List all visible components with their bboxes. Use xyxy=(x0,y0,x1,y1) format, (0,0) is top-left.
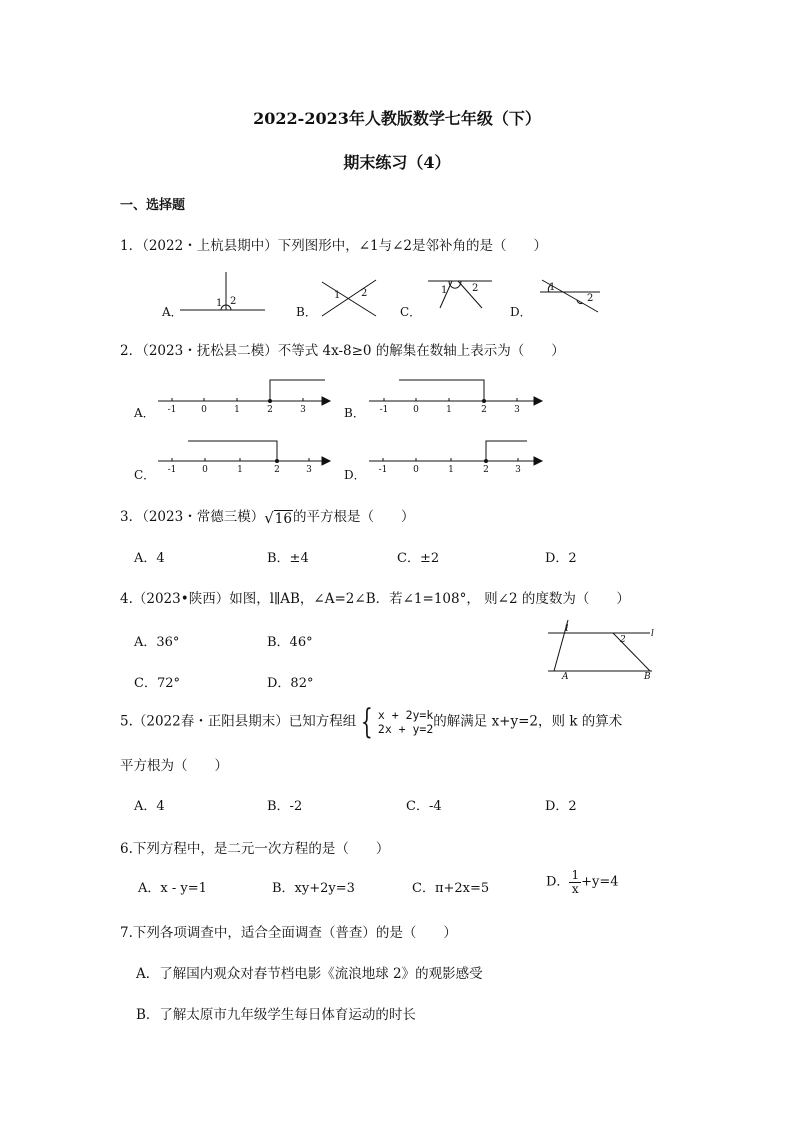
q3-stem-before: 3．（2023・常德三模） xyxy=(120,509,265,525)
q5-option-d: D．2 xyxy=(545,799,577,814)
q1-label-c: C． xyxy=(400,305,422,319)
q2d-tick-neg1: -1 xyxy=(378,465,388,475)
q1c-angle1-label: 1 xyxy=(441,285,448,296)
q4-stem: 4.（2023•陕西）如图，l∥AB，∠A=2∠B．若∠1=108°， 则∠2 的度数为（ ） xyxy=(120,591,630,607)
q5-option-a: A．4 xyxy=(134,799,165,814)
q5-stem xyxy=(120,702,623,742)
sqrt-sign-icon: √ xyxy=(264,508,274,527)
q4-option-b: B．46° xyxy=(267,635,313,650)
q6-frac-numerator: 1 xyxy=(571,868,580,882)
q2d-tick-2: 2 xyxy=(483,465,489,475)
q3-stem-after: 的平方根是（ ） xyxy=(292,509,415,525)
q1a-angle1-label: 1 xyxy=(216,298,223,309)
q5-stem-before: 5.（2022春・正阳县期末）已知方程组 xyxy=(120,713,357,730)
q5-stem-after: 的解满足 x+y=2，则 k 的算术 xyxy=(433,713,623,730)
q2-number-lines xyxy=(0,0,794,490)
q2-label-c: C． xyxy=(134,468,156,482)
q6-option-d-rest: +y=4 xyxy=(581,874,619,890)
q2d-tick-1: 1 xyxy=(448,465,454,475)
q1c-angle2-label: 2 xyxy=(472,283,479,294)
q2-label-d: D． xyxy=(344,468,366,482)
q5-option-c: C．-4 xyxy=(406,799,442,814)
q2-label-b: B． xyxy=(344,406,365,420)
q2a-tick-3: 3 xyxy=(300,405,306,415)
q5-option-b: B．-2 xyxy=(267,799,303,814)
q4-option-c: C．72° xyxy=(134,676,180,691)
q5-eq1: x + 2y=k xyxy=(377,708,434,722)
q6-option-c: C．π+2x=5 xyxy=(412,881,490,896)
q2-label-a: A． xyxy=(134,406,155,420)
q6-option-a: A．x - y=1 xyxy=(138,881,207,896)
q2b-tick-1: 1 xyxy=(446,405,452,415)
q4-option-a: A．36° xyxy=(134,635,180,650)
q2b-tick-0: 0 xyxy=(413,405,419,415)
q1-stem: 1．（2022・上杭县期中）下列图形中，∠1与∠2是邻补角的是（ ） xyxy=(120,238,547,254)
q6-frac-denominator: x xyxy=(571,881,579,896)
doc-title-line2: 期末练习（4） xyxy=(343,153,451,172)
q4-point-b-label: B xyxy=(644,672,651,682)
q1-label-d: D． xyxy=(510,305,532,319)
q6-option-d-label: D． xyxy=(546,874,570,890)
q4-angle1-label: 1 xyxy=(564,624,570,634)
q1d-angle1-label: 1 xyxy=(549,282,556,293)
q7-stem: 7.下列各项调查中，适合全面调查（普查）的是（ ） xyxy=(120,925,457,941)
q2c-tick-neg1: -1 xyxy=(167,465,177,475)
q2c-tick-0: 0 xyxy=(202,465,208,475)
q2b-tick-3: 3 xyxy=(514,405,520,415)
q5-equation-system xyxy=(378,708,433,736)
q1-label-b: B． xyxy=(296,305,317,319)
section-heading: 一、选择题 xyxy=(120,198,186,213)
q2d-tick-0: 0 xyxy=(413,465,419,475)
q4-figure xyxy=(540,615,670,685)
q2d-tick-3: 3 xyxy=(515,465,521,475)
q2a-tick-2: 2 xyxy=(267,405,273,415)
q3-option-a: A．4 xyxy=(134,551,165,566)
q5-eq2: 2x + y=2 xyxy=(377,722,434,736)
q4-option-d: D．82° xyxy=(267,676,314,691)
q4-point-a-label: A xyxy=(562,672,569,682)
q1a-angle2-label: 2 xyxy=(230,296,237,307)
q2a-tick-0: 0 xyxy=(201,405,207,415)
q1b-angle2-label: 2 xyxy=(361,288,368,299)
q1-label-a: A． xyxy=(162,305,183,319)
q6-option-d xyxy=(546,869,618,895)
q3-radicand: 16 xyxy=(274,510,292,527)
q3-option-b: B．±4 xyxy=(267,551,309,566)
q6-stem: 6.下列方程中，是二元一次方程的是（ ） xyxy=(120,841,390,857)
q3-option-d: D．2 xyxy=(545,551,577,566)
q2c-tick-3: 3 xyxy=(306,465,312,475)
q7-option-a: A．了解国内观众对春节档电影《流浪地球 2》的观影感受 xyxy=(136,966,483,982)
q1d-angle2-label: 2 xyxy=(587,293,594,304)
q1b-angle1-label: 1 xyxy=(334,290,341,301)
brace-icon: { xyxy=(361,702,374,742)
q3-stem xyxy=(120,505,414,527)
q2-stem: 2．（2023・抚松县二模）不等式 4x-8≥0 的解集在数轴上表示为（ ） xyxy=(120,343,565,359)
q4-line-l-label: l xyxy=(651,629,654,639)
q2c-tick-2: 2 xyxy=(274,465,280,475)
q2b-tick-2: 2 xyxy=(481,405,487,415)
q3-option-c: C．±2 xyxy=(397,551,440,566)
q6-option-d-fraction xyxy=(569,869,581,895)
q5-stem-line2: 平方根为（ ） xyxy=(120,758,228,774)
q2c-tick-1: 1 xyxy=(237,465,243,475)
q4-angle2-label: 2 xyxy=(620,635,626,645)
q6-option-b: B．xy+2y=3 xyxy=(272,881,355,896)
q7-option-b: B．了解太原市九年级学生每日体育运动的时长 xyxy=(136,1007,416,1023)
q3-sqrt xyxy=(264,509,293,527)
q2a-tick-neg1: -1 xyxy=(167,405,177,415)
q2b-tick-neg1: -1 xyxy=(379,405,389,415)
q2a-tick-1: 1 xyxy=(234,405,240,415)
doc-title-line1: 2022-2023年人教版数学七年级（下） xyxy=(253,109,541,128)
